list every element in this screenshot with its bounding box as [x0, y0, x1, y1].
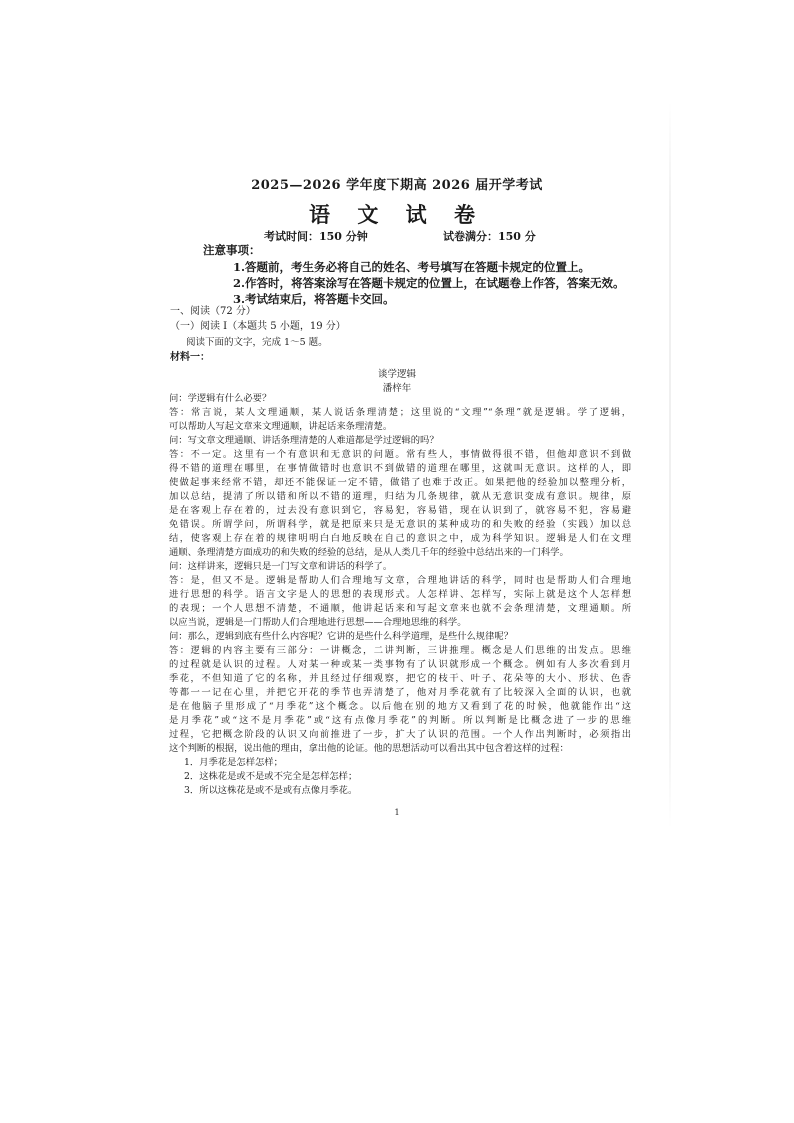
essay-line: 的过程就是认识的过程。人对某一种或某一类事物有了认识就形成一个概念。例如有人多次看到月: [169, 659, 631, 670]
reasoning-step: 2．这株花是或不是或不完全是怎样怎样；: [184, 771, 358, 782]
essay-author: 潘梓年: [382, 383, 412, 394]
essay-line: 免错误。所谓学问，所谓科学，就是把原来只是无意识的某种成功的和失败的经验（实践）加以总: [169, 519, 631, 530]
essay-line: 答：不一定。这里有一个有意识和无意识的问题。常有些人，事情做得很不错，但他却意识不到做: [169, 449, 631, 460]
essay-line: 通顺、条理清楚方面成功的和失败的经验的总结，是从人类几千年的经验中总结出来的一门科学。: [169, 547, 569, 558]
essay-line: 使做起事来经常不错，却还不能保证一定不错，做错了也难于改正。如果把他的经验加以整理分析，: [169, 477, 631, 488]
essay-line: 得不错的道理在哪里，在事情做错时也意识不到做错的道理在哪里，这就叫无意识。这样的人，即: [169, 463, 631, 474]
essay-line: 等都一一记在心里，并把它开花的季节也弄清楚了，他对月季花就有了比较深入全面的认识，也就: [169, 687, 631, 698]
essay-line: 是在他脑子里形成了“月季花”这个概念。以后他在别的地方又看到了花的时候，他就能作出“这: [169, 701, 631, 712]
reading-instruction: 阅读下面的文字，完成 1～5 题。: [186, 337, 328, 348]
essay-line: 加以总结，提清了所以错和所以不错的道理，归结为几条规律，就从无意识变成有意识。规律，原: [169, 491, 631, 502]
subsection-heading: （一）阅读 I（本题共 5 小题，19 分）: [170, 321, 346, 332]
essay-line: 问：学逻辑有什么必要？: [169, 393, 272, 404]
essay-line: 进行思想的科学。语言文字是人的思想的表现形式。人怎样讲、怎样写，实际上就是这个人怎样想: [169, 589, 631, 600]
note-item: 3.考试结束后，将答题卡交回。: [233, 292, 395, 306]
exam-full-score: 试卷满分：150 分: [443, 230, 536, 243]
notes-heading: 注意事项：: [203, 243, 261, 257]
essay-line: 问：那么，逻辑到底有些什么内容呢？它讲的是些什么科学道理，是些什么规律呢？: [169, 631, 513, 642]
reasoning-step: 3．所以这株花是或不是或有点像月季花。: [184, 785, 358, 796]
page-number: 1: [394, 808, 400, 817]
essay-line: 问：这样讲来，逻辑只是一门写文章和讲话的科学了。: [169, 561, 393, 572]
essay-line: 答：常言说，某人文理通顺，某人说话条理清楚；这里说的“文理”“条理”就是逻辑。学了逻辑，: [169, 407, 631, 418]
essay-title: 谈学逻辑: [377, 369, 416, 380]
essay-line: 答：是，但又不是。逻辑是帮助人们合理地写文章，合理地讲话的科学，同时也是帮助人们合理地: [169, 575, 631, 586]
essay-line: 是在客观上存在着的，过去没有意识到它，容易犯，容易错，现在认识到了，就容易不犯，容易避: [169, 505, 631, 516]
essay-line: 这个判断的根据，说出他的理由，拿出他的论证。他的思想活动可以看出其中包含着这样的过程：: [169, 743, 569, 754]
material-label: 材料一：: [170, 352, 210, 363]
exam-title: 2025—2026 学年度下期高 2026 届开学考试: [251, 178, 543, 193]
essay-line: 问：写文章文理通顺、讲话条理清楚的人难道都是学过逻辑的吗？: [169, 435, 439, 446]
note-item: 1.答题前，考生务必将自己的姓名、考号填写在答题卡规定的位置上。: [233, 260, 591, 274]
reasoning-step: 1．月季花是怎样怎样；: [184, 757, 283, 768]
essay-line: 可以帮助人写起文章来文理通顺，讲起话来条理清楚。: [169, 421, 393, 432]
subject-title: 语 文 试 卷: [309, 202, 485, 227]
essay-line: 结，使客观上存在着的规律明明白白地反映在自己的意识之中，成为科学知识。逻辑是人们在文理: [169, 533, 631, 544]
essay-line: 以应当说，逻辑是一门帮助人们合理地进行思想——合理地思维的科学。: [169, 617, 467, 628]
essay-line: 过程，它把概念阶段的认识又向前推进了一步，扩大了认识的范围。一个人作出判断时，必须指出: [169, 729, 631, 740]
essay-line: 的表现；一个人思想不清楚，不通顺，他讲起话来和写起文章来也就不会条理清楚，文理通顺。所: [169, 603, 631, 614]
essay-line: 季花，不但知道了它的名称，并且经过仔细观察，把它的枝干、叶子、花朵等的大小、形状、色香: [169, 673, 631, 684]
exam-time: 考试时间：150 分钟: [264, 230, 368, 243]
section-heading: 一、阅读（72 分）: [170, 306, 256, 317]
note-item: 2.作答时，将答案涂写在答题卡规定的位置上，在试题卷上作答，答案无效。: [233, 276, 625, 290]
essay-line: 答：逻辑的内容主要有三部分：一讲概念，二讲判断，三讲推理。概念是人们思维的出发点。思维: [169, 645, 631, 656]
essay-line: 是月季花”或“这不是月季花”或“这有点像月季花”的判断。所以判断是比概念进了一步的思维: [169, 715, 631, 726]
